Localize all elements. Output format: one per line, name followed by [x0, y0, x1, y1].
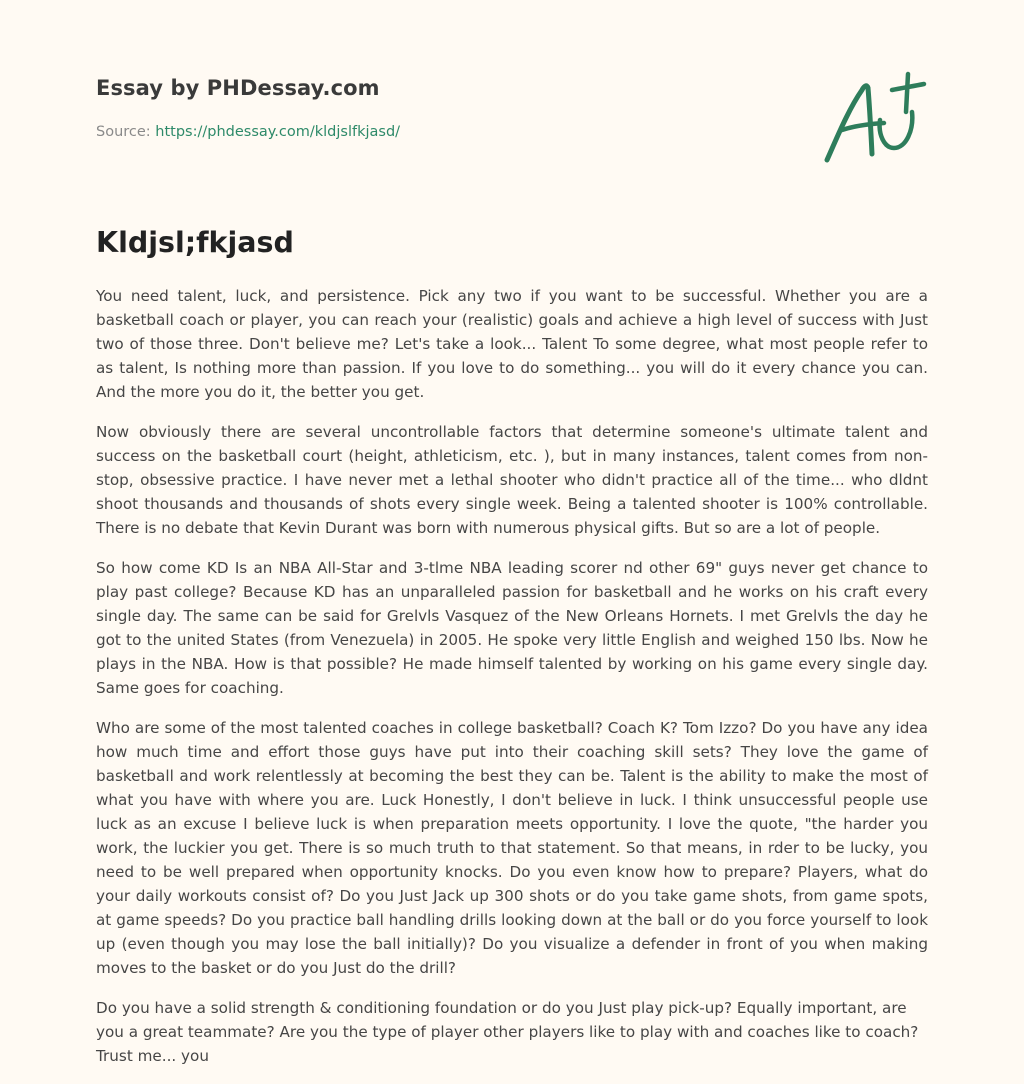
essay-body [96, 284, 928, 1084]
essay-paragraph: Do you have a solid strength & conditioning foundation or do you Just play pick-up? Equally important, are you a great teammate? Are you the type of player other players like to play with and coaches like to coach? Trust me... you [96, 999, 919, 1065]
site-title: Essay by PHDessay.com [96, 76, 380, 100]
source-label: Source: [96, 124, 151, 140]
essay-paragraph: So how come KD Is an NBA All-Star and 3-tlme NBA leading scorer nd other 69" guys never get chance to play past college? Because KD has an unparalleled passion for basketball and he works on his craft every single day. The same can be said for Grelvls Vasquez of the New Orleans Hornets. I met Grelvls the day he got to the united States (from Venezuela) in 2005. He spoke very little English and weighed 150 lbs. Now he plays in the NBA. How is that possible? He made himself talented by working on his game every single day. Same goes for coaching. [96, 559, 928, 697]
essay-title: Kldjsl;fkjasd [96, 226, 294, 259]
essay-paragraph: Who are some of the most talented coaches in college basketball? Coach K? Tom Izzo? Do you have any idea how much time and effort those guys have put into their coaching skill sets? They love the game of basketball and work relentlessly at becoming the best they can be. Talent is the ability to make the most of what you have with where you are. Luck Honestly, I don't believe in luck. I think unsuccessful people use luck as an excuse I believe luck is when preparation meets opportunity. I love the quote, "the harder you work, the luckier you get. There is so much truth to that statement. So that means, in rder to be lucky, you need to be well prepared when opportunity knocks. Do you even know how to prepare? Players, what do your daily workouts consist of? Do you Just Jack up 300 shots or do you take game shots, from game spots, at game speeds? Do you practice ball handling drills looking down at the ball or do you force yourself to look up (even though you may lose the ball initially)? Do you visualize a defender in front of you when making moves to the basket or do you Just do the drill? [96, 719, 928, 977]
a-plus-grade-icon [822, 68, 928, 166]
source-link[interactable]: https://phdessay.com/kldjslfkjasd/ [155, 124, 401, 140]
essay-paragraph: You need talent, luck, and persistence. Pick any two if you want to be successful. Whether you are a basketball coach or player, you can reach your (realistic) goals and achieve a high level of success with Just two of those three. Don't believe me? Let's take a look... Talent To some degree, what most people refer to as talent, Is nothing more than passion. If you love to do something... you will do it every chance you can. And the more you do it, the better you get. [96, 287, 928, 401]
essay-paragraph: Now obviously there are several uncontrollable factors that determine someone's ultimate talent and success on the basketball court (height, athleticism, etc. ), but in many instances, talent comes from non-stop, obsessive practice. I have never met a lethal shooter who didn't practice all of the time... who dldnt shoot thousands and thousands of shots every single week. Being a talented shooter is 100% controllable. There is no debate that Kevin Durant was born with numerous physical gifts. But so are a lot of people. [96, 423, 928, 537]
header [96, 76, 928, 176]
source-line [96, 124, 400, 140]
